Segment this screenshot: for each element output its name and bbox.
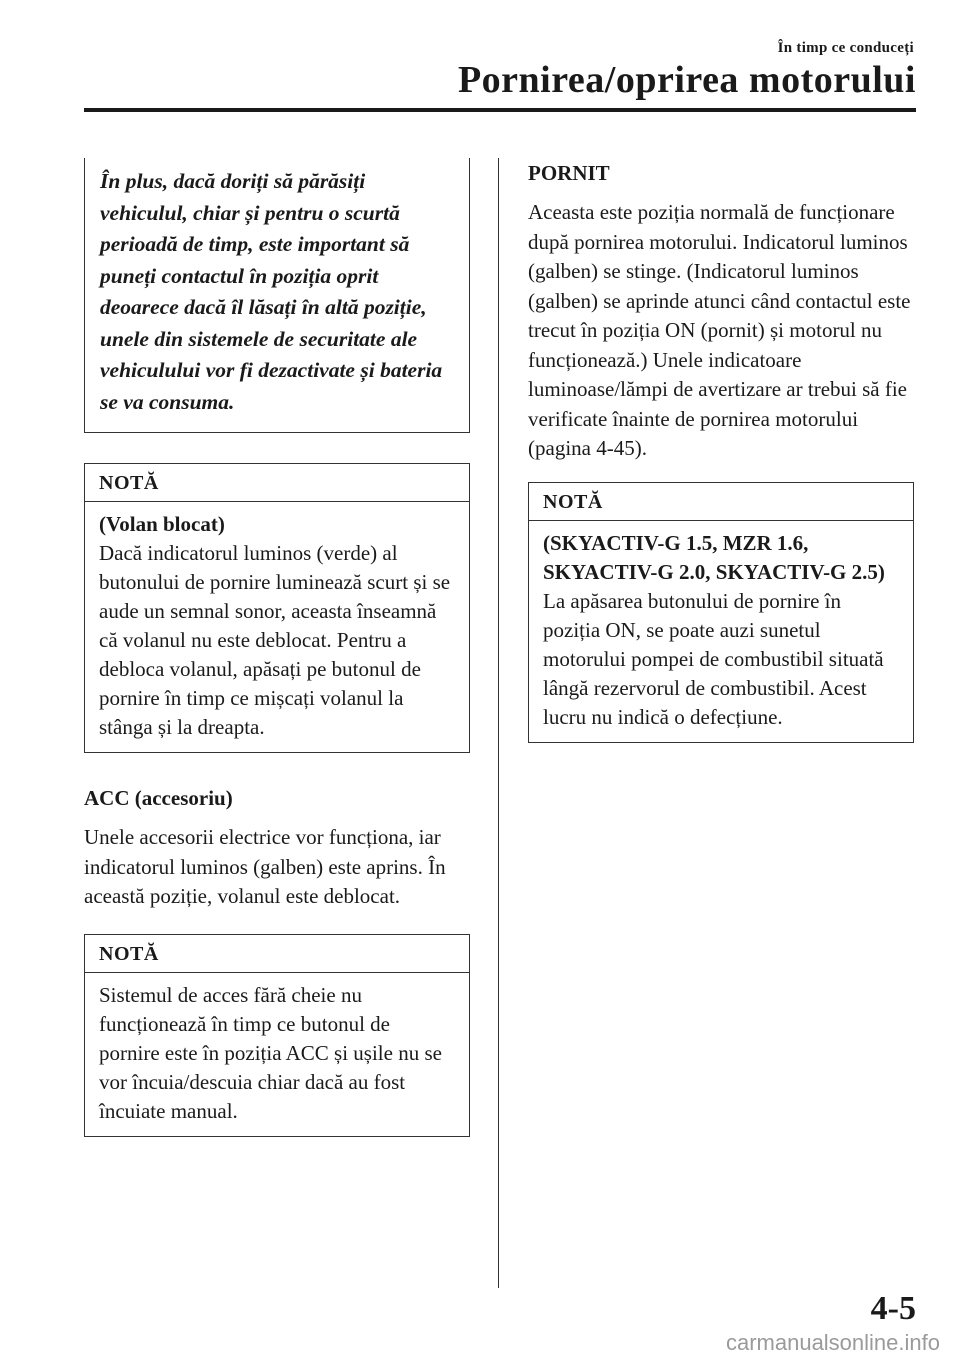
note-text: Dacă indicatorul luminos (verde) al butonului de pornire luminează scurt și se aude un semnal sonor, aceasta înseamnă că volanul nu este deblocat. Pentru a debloca volanul, apăsați pe butonul de pornire în timp ce mișcați volanul la stânga și la dreapta. bbox=[99, 541, 451, 739]
right-column bbox=[528, 150, 914, 743]
header-rule bbox=[84, 108, 916, 112]
pornit-heading: PORNIT bbox=[528, 161, 610, 185]
pornit-text: Aceasta este poziția normală de funcționare după pornirea motorului. Indicatorul luminos (galben) se stinge. (Indicatorul luminos (galben) se aprinde atunci când contactul este trecut în poziția ON (pornit) și motorul nu funcționează.) Unele indicatoare luminoase/lămpi de avertizare ar trebui să fie verificate înainte de pornirea motorului (pagina 4-45). bbox=[528, 200, 911, 460]
left-column bbox=[84, 150, 470, 1137]
note-body bbox=[85, 502, 469, 752]
note-box-keyless bbox=[84, 934, 470, 1137]
page-number: 4-5 bbox=[870, 1290, 916, 1327]
note-subheading: (SKYACTIV-G 1.5, MZR 1.6, SKYACTIV-G 2.0, SKYACTIV-G 2.5) bbox=[543, 530, 885, 584]
pornit-section bbox=[528, 150, 914, 464]
note-body bbox=[85, 973, 469, 1136]
note-heading: NOTĂ bbox=[85, 464, 469, 502]
note-box-fuel-pump bbox=[528, 482, 914, 743]
note-body bbox=[529, 521, 913, 742]
acc-section bbox=[84, 783, 470, 912]
note-subheading: (Volan blocat) bbox=[99, 512, 225, 536]
note-box-steering-lock bbox=[84, 463, 470, 753]
note-text: Sistemul de acces fără cheie nu funcționează în timp ce butonul de pornire este în poziția ACC și ușile nu se vor încuia/descuia chiar dacă au fost încuiate manual. bbox=[99, 982, 442, 1123]
section-label: În timp ce conduceți bbox=[777, 40, 914, 56]
note-heading: NOTĂ bbox=[529, 483, 913, 521]
acc-text: Unele accesorii electrice vor funcționa, iar indicatorul luminos (galben) este aprins. În această poziție, volanul este deblocat. bbox=[84, 825, 446, 908]
note-text: La apăsarea butonului de pornire în poziția ON, se poate auzi sunetul motorului pompei de combustibil situată lângă rezervorul de combustibil. Acest lucru nu indică o defecțiune. bbox=[543, 588, 884, 729]
note-heading: NOTĂ bbox=[85, 935, 469, 973]
warning-text: În plus, dacă doriți să părăsiți vehiculul, chiar și pentru o scurtă perioadă de timp, este important să puneți contactul în poziția oprit deoarece dacă îl lăsați în altă poziție, unele din sistemele de securitate ale vehiculului vor fi dezactivate și bateria se va consuma. bbox=[100, 169, 443, 414]
page-title: Pornirea/oprirea motorului bbox=[457, 59, 916, 101]
column-divider bbox=[498, 158, 499, 1288]
warning-box bbox=[84, 158, 470, 433]
acc-heading: ACC (accesoriu) bbox=[84, 786, 233, 810]
watermark: carmanualsonline.info bbox=[725, 1330, 940, 1355]
